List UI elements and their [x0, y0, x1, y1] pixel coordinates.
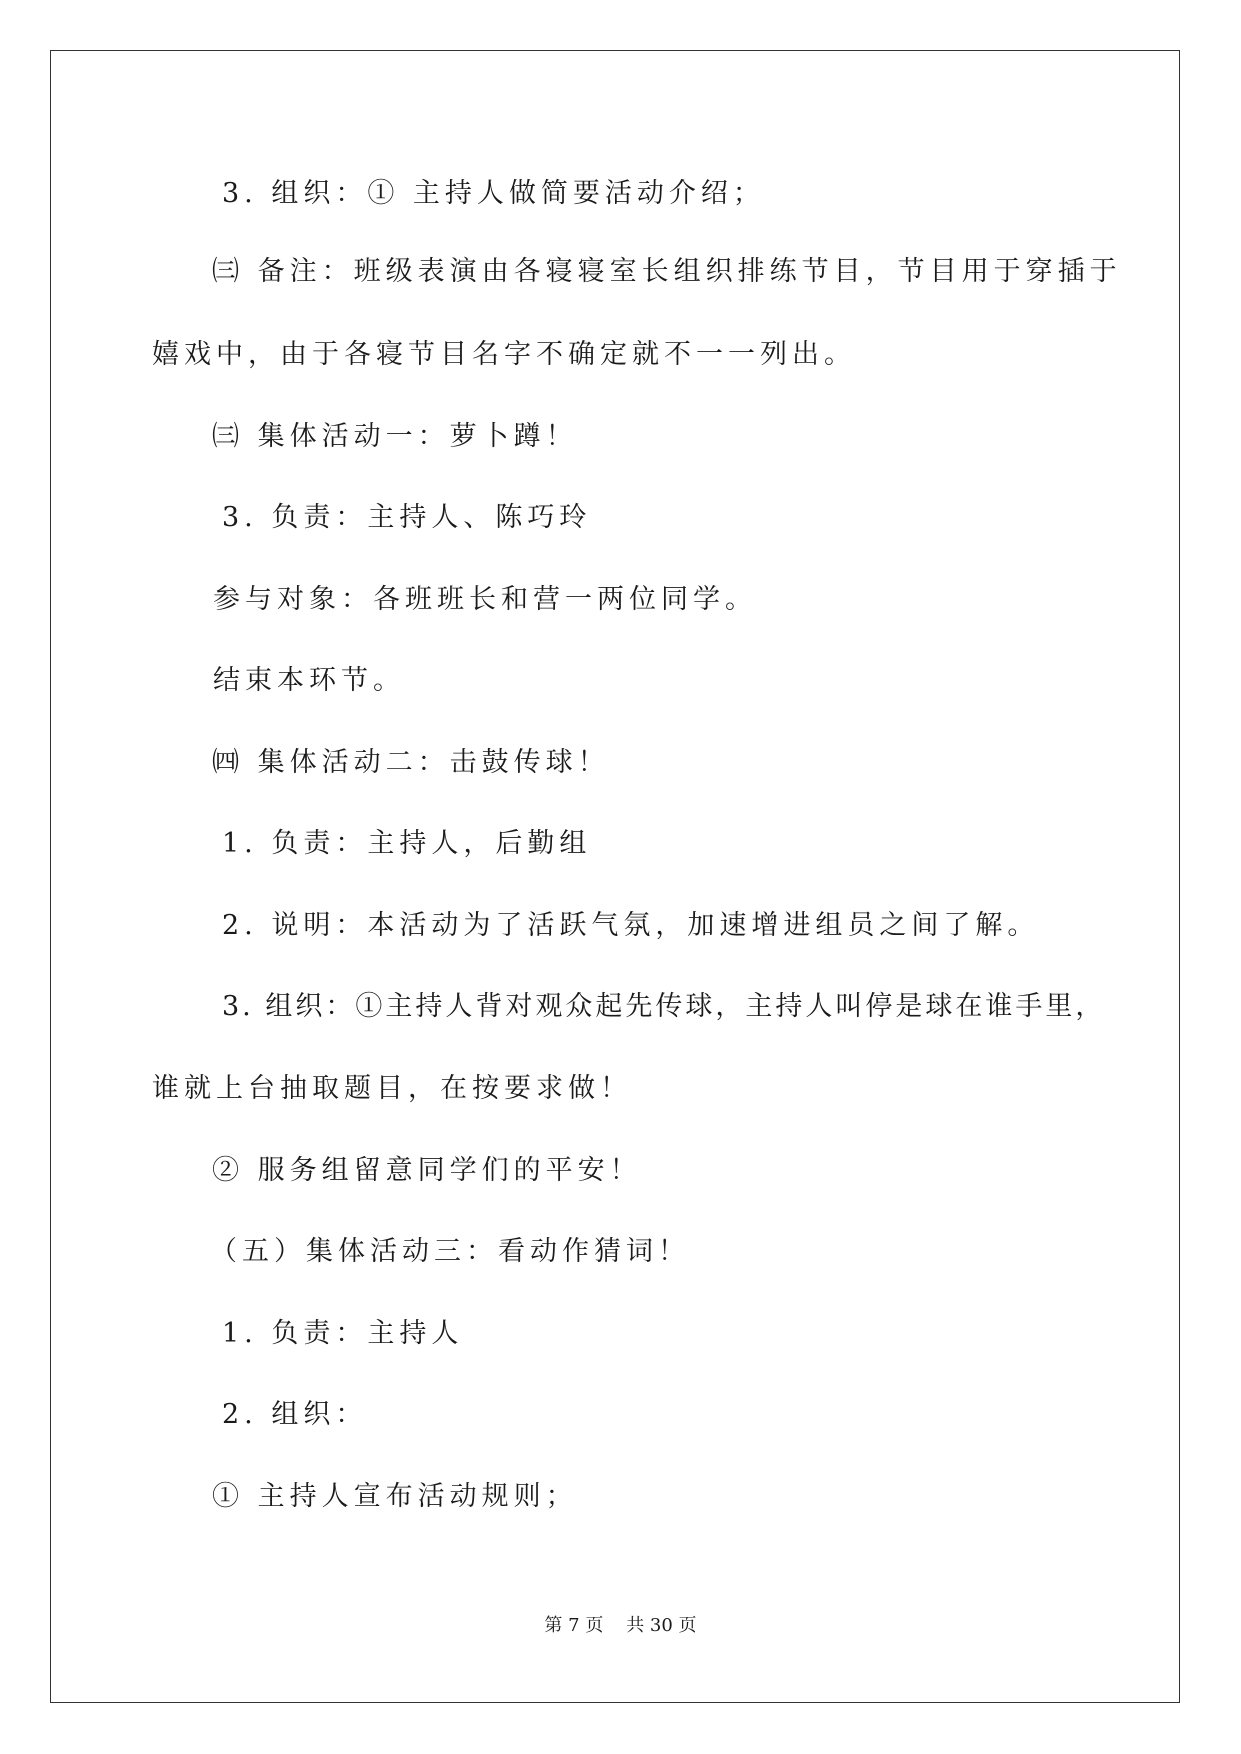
text-line: ㈢ 集体活动一：萝卜蹲！ — [212, 421, 578, 452]
text-line: 2. 组织： — [222, 1399, 368, 1430]
text-line: ② 服务组留意同学们的平安！ — [212, 1155, 642, 1186]
text-line: 3. 负责：主持人、陈巧玲 — [222, 502, 592, 533]
page-number-footer: 第 7 页 共 30 页 — [544, 1615, 697, 1636]
text-line: 1. 负责：主持人，后勤组 — [222, 828, 592, 859]
text-line: ㈣ 集体活动二：击鼓传球！ — [212, 747, 610, 778]
text-line: 嬉戏中，由于各寝节目名字不确定就不一一列出。 — [152, 339, 856, 370]
text-line: 2. 说明：本活动为了活跃气氛，加速增进组员之间了解。 — [222, 910, 1040, 941]
text-line: 结束本环节。 — [213, 665, 405, 696]
page-border — [50, 50, 1180, 1703]
text-line: （五）集体活动三：看动作猜词！ — [210, 1236, 690, 1267]
text-line: ㈢ 备注：班级表演由各寝寝室长组织排练节目，节目用于穿插于 — [212, 256, 1122, 287]
text-line: 参与对象：各班班长和营一两位同学。 — [213, 584, 757, 615]
text-line: 3. 组织：①主持人背对观众起先传球，主持人叫停是球在谁手里， — [222, 991, 1106, 1022]
text-line: 1. 负责：主持人 — [222, 1318, 464, 1349]
text-line: ① 主持人宣布活动规则； — [212, 1481, 578, 1512]
text-line: 谁就上台抽取题目，在按要求做！ — [152, 1073, 632, 1104]
text-line: 3. 组织：① 主持人做简要活动介绍； — [222, 178, 765, 209]
